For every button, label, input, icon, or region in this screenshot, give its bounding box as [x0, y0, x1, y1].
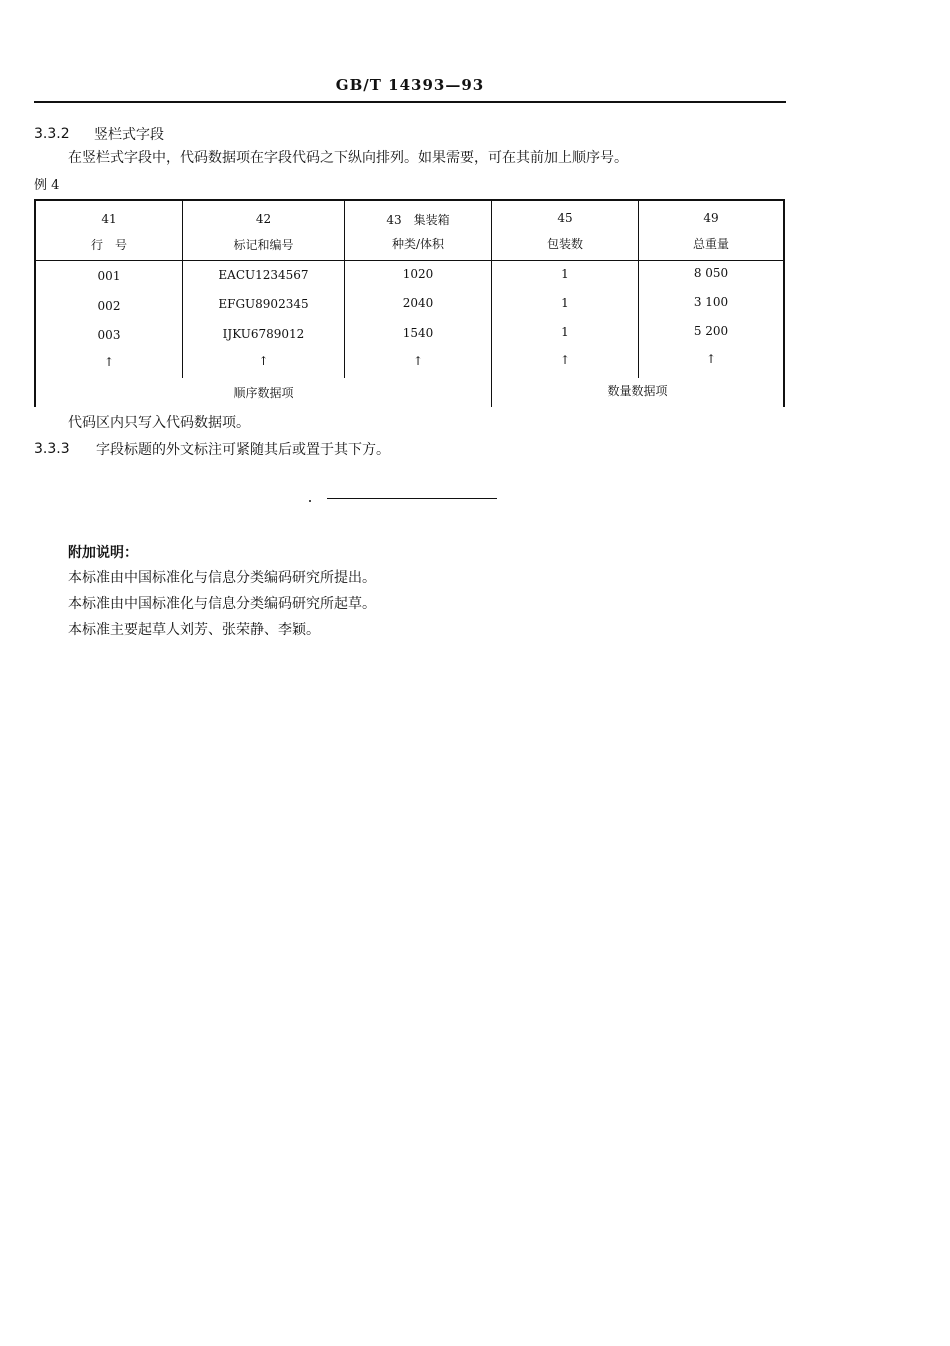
table-cell: EFGU8902345	[218, 297, 309, 311]
column-code: 43 集装箱	[386, 213, 450, 227]
table-cell: 5 200	[693, 324, 729, 338]
table-cell: 1020	[402, 267, 434, 281]
section-number-3-3-3: 3.3.3	[34, 441, 70, 457]
column-name: 行 号	[90, 238, 127, 252]
table-cell: 1	[561, 325, 569, 339]
table-cell: EACU1234567	[218, 268, 309, 282]
table-cell: 1	[561, 296, 569, 310]
section-paragraph-3-3-2: 在竖栏式字段中，代码数据项在字段代码之下纵向排列。如果需要，可在其前加上顺序号。	[68, 150, 628, 166]
table-cell: IJKU6789012	[222, 327, 305, 341]
up-arrow-icon: ↑	[258, 354, 269, 368]
column-name: 标记和编号	[233, 238, 294, 252]
column-code: 41	[101, 212, 117, 226]
column-name: 种类/体积	[391, 237, 445, 251]
appendix-line: 本标准主要起草人刘芳、张荣静、李颖。	[68, 622, 320, 638]
appendix-line: 本标准由中国标准化与信息分类编码研究所起草。	[68, 596, 376, 612]
up-arrow-icon: ↑	[412, 354, 424, 368]
end-dot	[309, 500, 311, 502]
sequence-data-label: 顺序数据项	[233, 386, 294, 400]
column-code: 49	[703, 211, 719, 225]
table-top-border	[34, 199, 785, 201]
column-name: 总重量	[692, 237, 729, 251]
appendix-line: 本标准由中国标准化与信息分类编码研究所提出。	[68, 570, 376, 586]
table-right-border	[783, 199, 785, 407]
table-header-rule	[34, 260, 785, 261]
table-cell: 002	[97, 299, 121, 313]
up-arrow-icon: ↑	[559, 353, 571, 367]
closing-rule	[327, 498, 497, 499]
table-cell: 3 100	[693, 295, 729, 309]
header-divider	[34, 101, 786, 103]
standard-code-header: GB/T 14393—93	[335, 76, 485, 94]
table-cell: 001	[97, 269, 121, 283]
example-table	[34, 199, 785, 407]
section-number-3-3-2: 3.3.2	[34, 126, 70, 142]
column-name: 包装数	[546, 237, 583, 251]
column-code: 42	[255, 212, 272, 226]
up-arrow-icon: ↑	[103, 355, 115, 369]
appendix-title: 附加说明：	[68, 545, 138, 561]
table-cell: 003	[97, 328, 121, 342]
section-title-3-3-2: 竖栏式字段	[94, 127, 164, 143]
example-label: 例 4	[34, 178, 60, 193]
quantity-data-label: 数量数据项	[607, 384, 668, 398]
table-cell: 1540	[402, 326, 434, 340]
table-cell: 2040	[402, 296, 434, 310]
table-cell: 8 050	[693, 266, 729, 280]
table-cell: 1	[561, 267, 569, 281]
up-arrow-icon: ↑	[705, 352, 717, 366]
column-code: 45	[557, 211, 573, 225]
after-table-paragraph: 代码区内只写入代码数据项。	[68, 415, 250, 431]
section-paragraph-3-3-3: 字段标题的外文标注可紧随其后或置于其下方。	[96, 442, 390, 458]
